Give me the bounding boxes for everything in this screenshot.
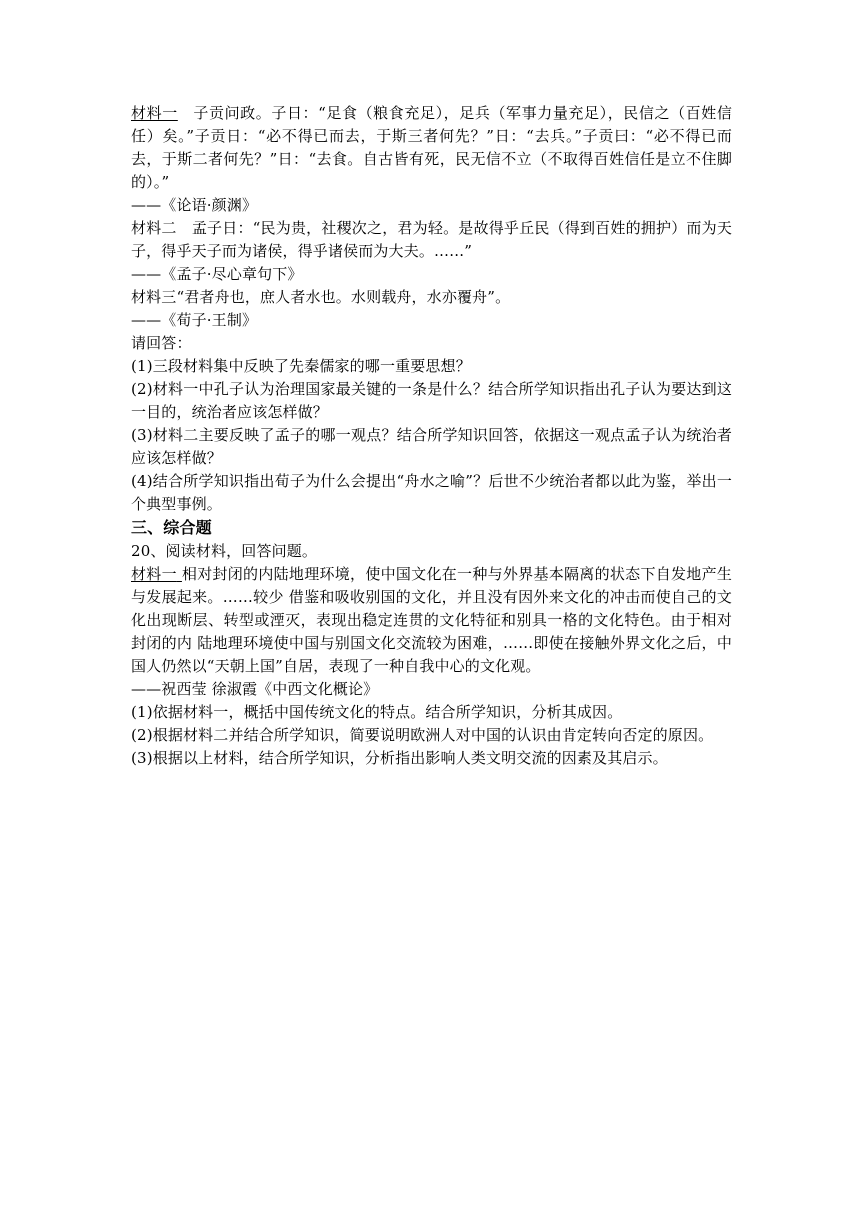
material-1-label: 材料一: [131, 104, 178, 122]
material-1-source: ——《论语·颜渊》: [131, 196, 258, 214]
question-1: (1)三段材料集中反映了先秦儒家的哪一重要思想？: [131, 357, 471, 375]
question-20-intro: 20、阅读材料，回答问题。: [131, 542, 318, 560]
q20-material-1-paragraph: [131, 563, 732, 678]
q20-question-3: (3)根据以上材料，结合所学知识，分析指出影响人类文明交流的因素及其启示。: [131, 749, 668, 767]
q20-question-1: (1)依据材料一，概括中国传统文化的特点。结合所学知识，分析其成因。: [131, 703, 623, 721]
material-2-source: ——《孟子·尽心章句下》: [131, 265, 303, 283]
q20-material-1-label: 材料一: [131, 565, 177, 583]
material-1-text: 子贡问政。子日：“足食（粮食充足），足兵（军事力量充足），民信之（百姓信任）矣。”子贡日：“必不得已而去，于斯三者何先？”日：“去兵。”子贡曰：“必不得已而去，于斯二者何先？”日：“去食。自古皆有死，民无信不立（不取得百姓信任是立不住脚的）。”: [131, 104, 732, 191]
material-3-source: ——《荀子·王制》: [131, 311, 258, 329]
question-2: (2)材料一中孔子认为治理国家最关键的一条是什么？结合所学知识指出孔子认为要达到这一目的，统治者应该怎样做？: [131, 380, 732, 421]
document-content: [131, 102, 732, 770]
answer-prompt: 请回答：: [131, 334, 192, 352]
section-heading: 三、综合题: [131, 518, 212, 537]
material-2-paragraph: 材料二 孟子日：“民为贵，社稷次之，君为轻。是故得乎丘民（得到百姓的拥护）而为天子，得乎天子而为诸侯，得乎诸侯而为大夫。……”: [131, 219, 732, 260]
q20-material-1-source: ——祝西莹 徐淑霞《中西文化概论》: [131, 680, 379, 698]
question-4: (4)结合所学知识指出荀子为什么会提出“舟水之喻”？后世不少统治者都以此为鉴，举出一个典型事例。: [131, 472, 732, 513]
q20-question-2: (2)根据材料二并结合所学知识，简要说明欧洲人对中国的认识由肯定转向否定的原因。: [131, 726, 714, 744]
material-1-paragraph: [131, 102, 732, 194]
q20-material-1-text: 相对封闭的内陆地理环境，使中国文化在一种与外界基本隔离的状态下自发地产生与发展起来。……较少 借鉴和吸收别国的文化，并且没有因外来文化的冲击而使自己的文化出现断层、转型或湮灭，表现出稳定连贯的文化特征和别具一格的文化特色。由于相对封闭的内 陆地理环境使中国与别国文化交流较为困难，……即使在接触外界文化之后，中国人仍然以“天朝上国”自居，表现了一种自我中心的文化观。: [131, 565, 733, 675]
question-3: (3)材料二主要反映了孟子的哪一观点？结合所学知识回答，依据这一观点孟子认为统治者应该怎样做？: [131, 426, 732, 467]
material-3-paragraph: 材料三“君者舟也，庶人者水也。水则载舟，水亦覆舟”。: [131, 288, 511, 306]
